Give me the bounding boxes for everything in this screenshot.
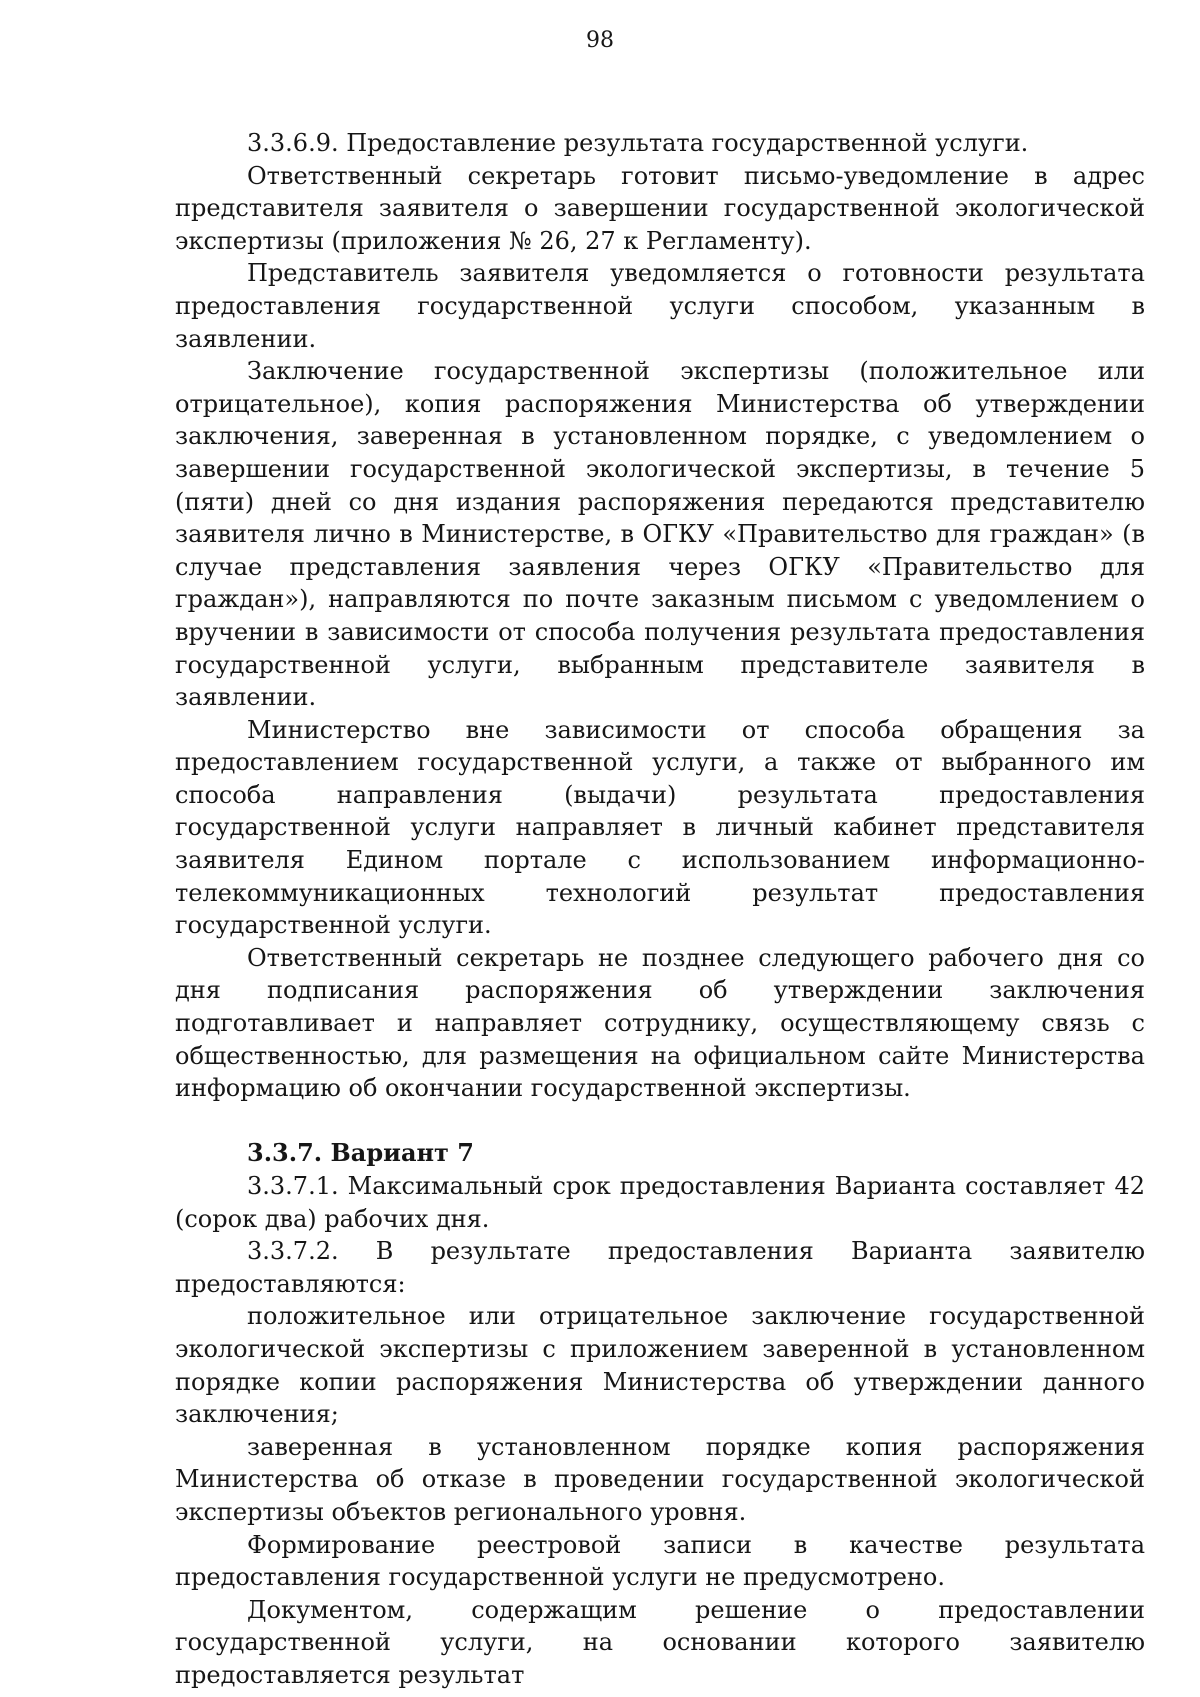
paragraph-notification-letter: Ответственный секретарь готовит письмо-уведомление в адрес представителя заявителя о завершении государственной экологической экспертизы (приложения № 26, 27 к Регламенту). — [175, 161, 1145, 255]
document-body — [175, 127, 1145, 1692]
paragraph-3-3-6-9-title: 3.3.6.9. Предоставление результата государственной услуги. — [247, 129, 1029, 157]
paragraph-refusal-copy: заверенная в установленном порядке копия распоряжения Министерства об отказе в проведении государственной экологической экспертизы объектов регионального уровня. — [175, 1432, 1145, 1526]
paragraph-decision-document: Документом, содержащим решение о предоставлении государственной услуги, на основании которого заявителю предоставляется результат — [175, 1595, 1145, 1689]
page-number: 98 — [586, 28, 614, 53]
paragraph-applicant-notified: Представитель заявителя уведомляется о готовности результата предоставления государственной услуги способом, указанным в заявлении. — [175, 259, 1145, 353]
paragraph-3-3-7-2: 3.3.7.2. В результате предоставления Варианта заявителю предоставляются: — [175, 1237, 1145, 1298]
paragraph-3-3-7-1: 3.3.7.1. Максимальный срок предоставления Варианта составляет 42 (сорок два) рабочих дня. — [175, 1172, 1145, 1233]
paragraph-positive-negative-conclusion: положительное или отрицательное заключение государственной экологической экспертизы с приложением заверенной в установленном порядке копии распоряжения Министерства об утверждении данного заключения; — [175, 1302, 1145, 1429]
paragraph-ministry-personal-account: Министерство вне зависимости от способа обращения за предоставлением государственной услуги, а также от выбранного им способа направления (выдачи) результата предоставления государственной услуги направляет в личный кабинет представителя заявителя Едином портале с использованием информационно-телекоммуникационных технологий результат предоставления государственной услуги. — [175, 715, 1145, 940]
section-heading-variant-7: 3.3.7. Вариант 7 — [247, 1138, 474, 1168]
paragraph-secretary-publication: Ответственный секретарь не позднее следующего рабочего дня со дня подписания распоряжения об утверждении заключения подготавливает и направляет сотруднику, осуществляющему связь с общественностью, для размещения на официальном сайте Министерства информацию об окончании государственной экспертизы. — [175, 943, 1145, 1103]
paragraph-registry-record: Формирование реестровой записи в качестве результата предоставления государственной услуги не предусмотрено. — [175, 1530, 1145, 1592]
paragraph-expertise-conclusion: Заключение государственной экспертизы (положительное или отрицательное), копия распоряжения Министерства об утверждении заключения, заверенная в установленном порядке, с уведомлением о завершении государственной экологической экспертизы, в течение 5 (пяти) дней со дня издания распоряжения передаются представителю заявителя лично в Министерстве, в ОГКУ «Правительство для граждан» (в случае представления заявления через ОГКУ «Правительство для граждан»), направляются по почте заказным письмом с уведомлением о вручении в зависимости от способа получения результата предоставления государственной услуги, выбранным представителе заявителя в заявлении. — [175, 357, 1145, 712]
